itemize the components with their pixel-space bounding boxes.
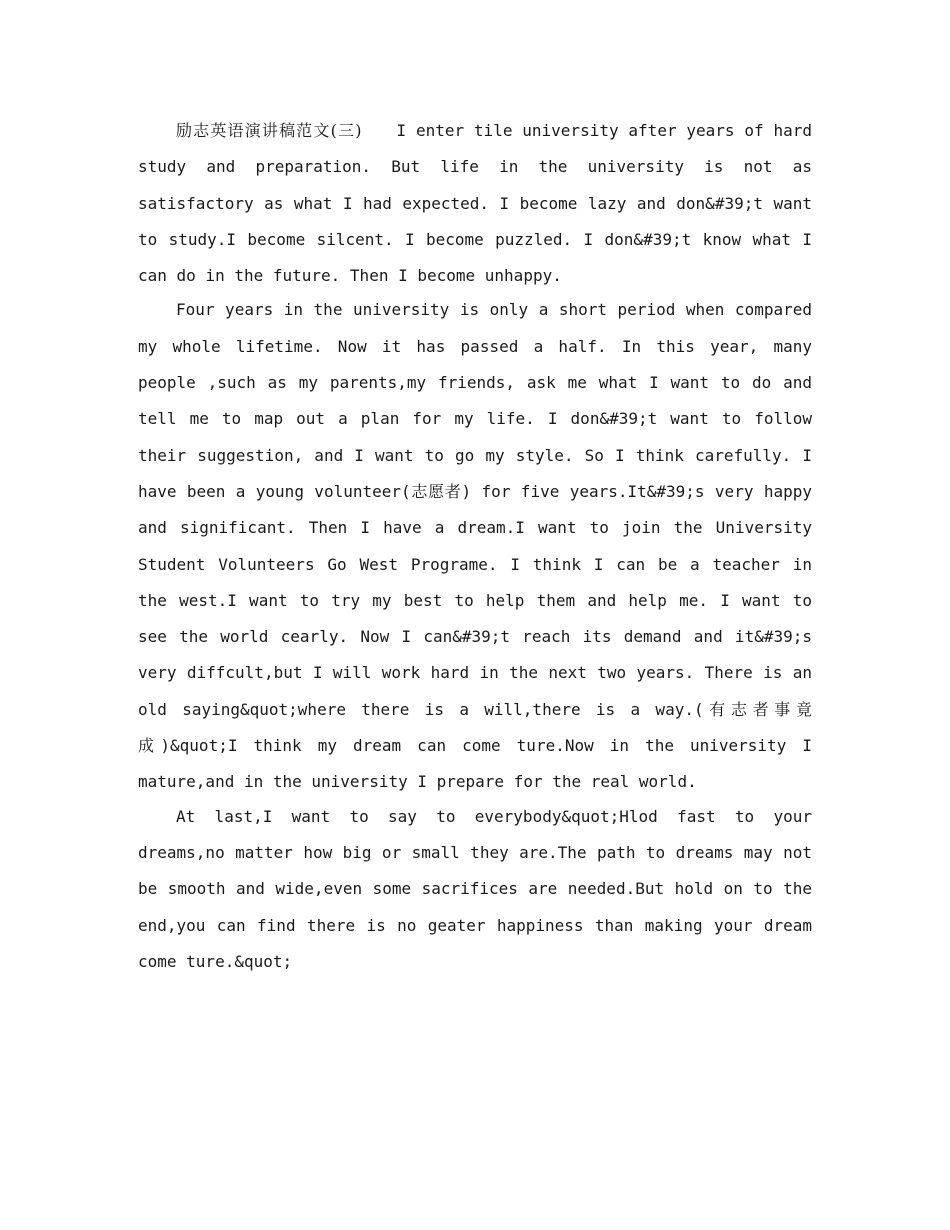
paragraph-1-text: I enter tile university after years of hard study and preparation. But life in the university is not as satisfactory as what I had expected. I become lazy and don&#39;t want to study.I become silcent. I become puzzled. I don&#39;t know what I can do in the future. Then I become unhappy. — [138, 121, 812, 286]
document-body — [138, 113, 812, 980]
paragraph-2: Four years in the university is only a short period when compared my whole lifetime. Now it has passed a half. In this year, many people ,such as my parents,my friends, ask me what I want to do and tell me to map out a plan for my life. I don&#39;t want to follow their suggestion, and I want to go my style. So I think carefully. I have been a young volunteer(志愿者) for five years.It&#39;s very happy and significant. Then I have a dream.I want to join the University Student Volunteers Go West Programe. I think I can be a teacher in the west.I want to try my best to help them and help me. I want to see the world cearly. Now I can&#39;t reach its demand and it&#39;s very diffcult,but I will work hard in the next two years. There is an old saying&quot;where there is a will,there is a way.(有志者事竟成)&quot;I think my dream can come ture.Now in the university I mature,and in the university I prepare for the real world. — [138, 300, 812, 792]
paragraph-1 — [138, 113, 812, 294]
paragraph-3: At last,I want to say to everybody&quot;Hlod fast to your dreams,no matter how big or small they are.The path to dreams may not be smooth and wide,even some sacrifices are needed.But hold on to the end,you can find there is no geater happiness than making your dream come ture.&quot; — [138, 806, 812, 971]
document-title: 励志英语演讲稿范文(三) — [176, 121, 363, 140]
